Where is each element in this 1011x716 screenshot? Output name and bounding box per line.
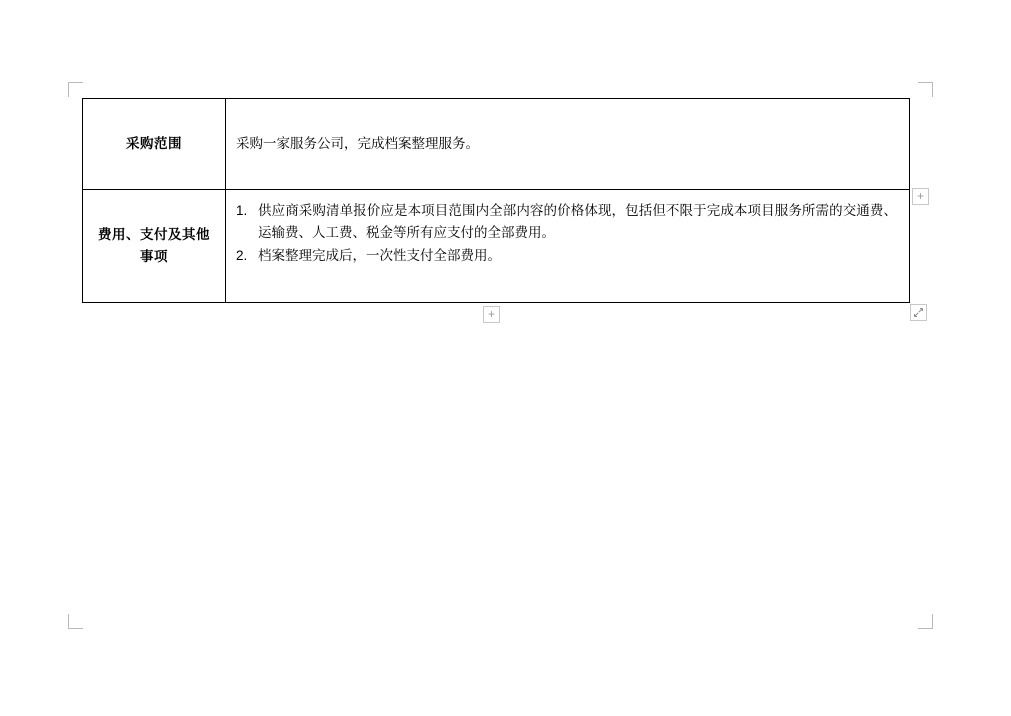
list-item-number: 1.: [236, 203, 248, 218]
add-row-button[interactable]: +: [483, 306, 500, 323]
list-item: [236, 200, 897, 244]
list-item-text: 供应商采购清单报价应是本项目范围内全部内容的价格体现，包括但不限于完成本项目服务所需的交通费、运输费、人工费、税金等所有应支付的全部费用。: [258, 203, 897, 240]
paragraph-text: 采购一家服务公司，完成档案整理服务。: [236, 136, 479, 152]
row-label-procurement-scope: [83, 99, 226, 190]
table-row: [83, 99, 910, 190]
procurement-table: [82, 98, 910, 303]
row-body-procurement-scope[interactable]: [226, 99, 910, 190]
page-margin-mark-bottom-left: [68, 614, 83, 629]
list-item: [236, 245, 897, 267]
page-margin-mark-top-left: [68, 82, 83, 97]
page-margin-mark-bottom-right: [918, 614, 933, 629]
list-item-number: 2.: [236, 247, 248, 263]
table-row: [83, 190, 910, 303]
list-item-text: 档案整理完成后，一次性支付全部费用。: [258, 247, 501, 263]
resize-arrows-icon: [913, 307, 924, 318]
row-label-line: 事项: [140, 249, 168, 264]
row-label-fees-payment-other: [83, 190, 226, 303]
row-body-fees-payment-other[interactable]: [226, 190, 910, 303]
row-label-line: 采购范围: [126, 136, 182, 152]
ordered-list: [236, 200, 897, 267]
add-column-button[interactable]: +: [912, 188, 929, 205]
row-label-line: 费用、支付及其他: [98, 227, 210, 243]
page-margin-mark-top-right: [918, 82, 933, 97]
table-resize-handle[interactable]: [910, 304, 927, 321]
